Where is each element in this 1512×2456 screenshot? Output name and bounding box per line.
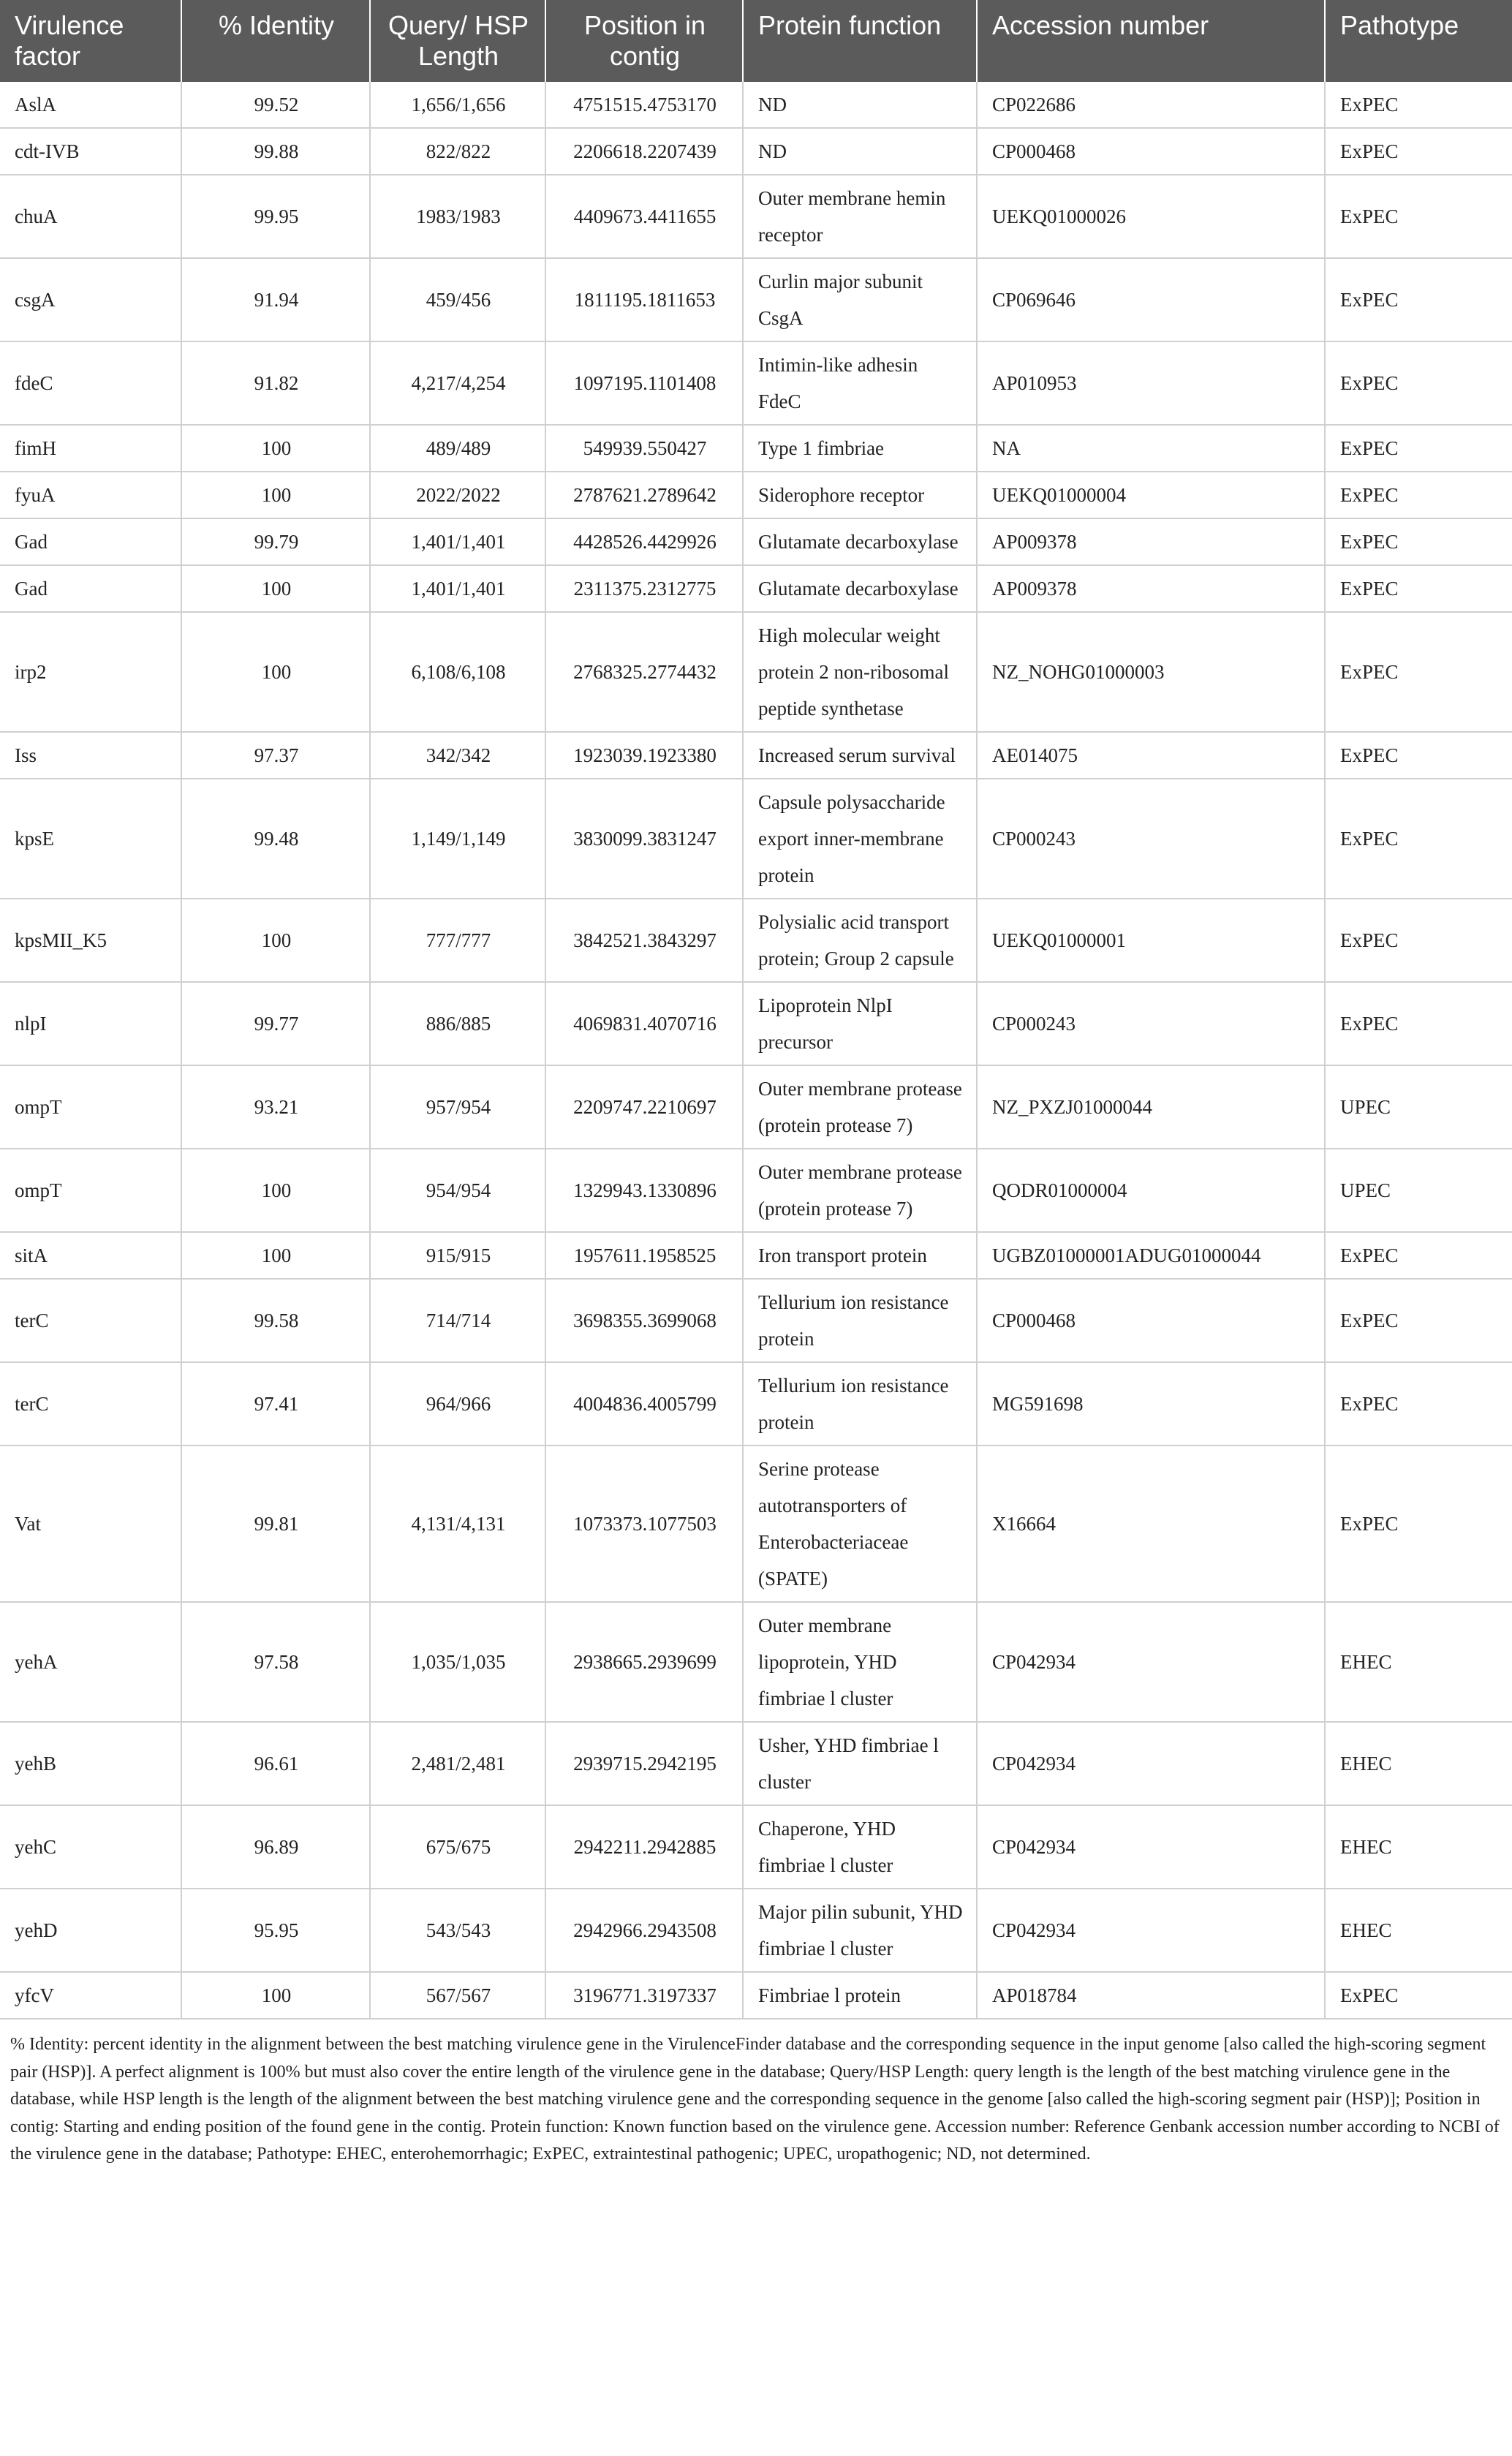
cell-accession-number: NZ_NOHG01000003 [977, 612, 1325, 732]
cell-identity: 93.21 [181, 1065, 370, 1149]
cell-identity: 97.58 [181, 1602, 370, 1722]
cell-query-hsp-length: 1,656/1,656 [370, 82, 545, 128]
cell-position-in-contig: 2209747.2210697 [545, 1065, 743, 1149]
cell-pathotype: ExPEC [1325, 341, 1512, 425]
cell-virulence-factor: ompT [0, 1065, 181, 1149]
table-row [0, 899, 1512, 982]
table-row [0, 128, 1512, 175]
cell-virulence-factor: ompT [0, 1149, 181, 1232]
cell-query-hsp-length: 954/954 [370, 1149, 545, 1232]
cell-pathotype: ExPEC [1325, 565, 1512, 612]
cell-pathotype: ExPEC [1325, 472, 1512, 518]
cell-identity: 99.77 [181, 982, 370, 1065]
cell-protein-function: High molecular weight protein 2 non-ribosomal peptide synthetase [743, 612, 977, 732]
table-row [0, 425, 1512, 472]
cell-query-hsp-length: 2,481/2,481 [370, 1722, 545, 1805]
cell-query-hsp-length: 675/675 [370, 1805, 545, 1889]
table-row [0, 732, 1512, 779]
cell-virulence-factor: Vat [0, 1446, 181, 1602]
cell-accession-number: MG591698 [977, 1362, 1325, 1446]
header-virulence-factor: Virulence factor [0, 0, 181, 82]
cell-position-in-contig: 2206618.2207439 [545, 128, 743, 175]
cell-accession-number: CP000468 [977, 1279, 1325, 1362]
cell-identity: 95.95 [181, 1889, 370, 1972]
cell-accession-number: CP000243 [977, 779, 1325, 899]
cell-pathotype: ExPEC [1325, 425, 1512, 472]
header-accession-number: Accession number [977, 0, 1325, 82]
cell-virulence-factor: csgA [0, 258, 181, 341]
header-identity: % Identity [181, 0, 370, 82]
cell-pathotype: EHEC [1325, 1602, 1512, 1722]
cell-protein-function: Curlin major subunit CsgA [743, 258, 977, 341]
cell-pathotype: ExPEC [1325, 1972, 1512, 2019]
table-row [0, 612, 1512, 732]
table-row [0, 982, 1512, 1065]
table-row [0, 1889, 1512, 1972]
cell-protein-function: Outer membrane lipoprotein, YHD fimbriae l cluster [743, 1602, 977, 1722]
cell-query-hsp-length: 714/714 [370, 1279, 545, 1362]
cell-accession-number: CP042934 [977, 1805, 1325, 1889]
cell-query-hsp-length: 886/885 [370, 982, 545, 1065]
cell-identity: 91.82 [181, 341, 370, 425]
cell-pathotype: ExPEC [1325, 982, 1512, 1065]
cell-virulence-factor: nlpI [0, 982, 181, 1065]
cell-virulence-factor: yehB [0, 1722, 181, 1805]
cell-accession-number: AE014075 [977, 732, 1325, 779]
table-row [0, 1232, 1512, 1279]
cell-query-hsp-length: 543/543 [370, 1889, 545, 1972]
cell-query-hsp-length: 2022/2022 [370, 472, 545, 518]
cell-accession-number: CP022686 [977, 82, 1325, 128]
cell-accession-number: CP069646 [977, 258, 1325, 341]
cell-accession-number: AP009378 [977, 565, 1325, 612]
cell-identity: 96.61 [181, 1722, 370, 1805]
cell-query-hsp-length: 567/567 [370, 1972, 545, 2019]
cell-pathotype: ExPEC [1325, 82, 1512, 128]
cell-position-in-contig: 1923039.1923380 [545, 732, 743, 779]
table-row [0, 1805, 1512, 1889]
cell-position-in-contig: 3842521.3843297 [545, 899, 743, 982]
cell-position-in-contig: 4069831.4070716 [545, 982, 743, 1065]
table-row [0, 1972, 1512, 2019]
table-row [0, 1602, 1512, 1722]
cell-protein-function: Type 1 fimbriae [743, 425, 977, 472]
cell-accession-number: QODR01000004 [977, 1149, 1325, 1232]
cell-query-hsp-length: 4,217/4,254 [370, 341, 545, 425]
cell-identity: 96.89 [181, 1805, 370, 1889]
cell-pathotype: ExPEC [1325, 779, 1512, 899]
cell-accession-number: AP010953 [977, 341, 1325, 425]
table-row [0, 1722, 1512, 1805]
cell-query-hsp-length: 1,401/1,401 [370, 518, 545, 565]
table-row [0, 1446, 1512, 1602]
cell-position-in-contig: 4004836.4005799 [545, 1362, 743, 1446]
cell-query-hsp-length: 1983/1983 [370, 175, 545, 258]
cell-pathotype: ExPEC [1325, 258, 1512, 341]
cell-identity: 97.37 [181, 732, 370, 779]
cell-pathotype: ExPEC [1325, 899, 1512, 982]
cell-query-hsp-length: 957/954 [370, 1065, 545, 1149]
cell-query-hsp-length: 4,131/4,131 [370, 1446, 545, 1602]
cell-protein-function: Outer membrane protease (protein protease 7) [743, 1149, 977, 1232]
cell-protein-function: Glutamate decarboxylase [743, 565, 977, 612]
cell-query-hsp-length: 489/489 [370, 425, 545, 472]
cell-protein-function: Tellurium ion resistance protein [743, 1279, 977, 1362]
cell-identity: 91.94 [181, 258, 370, 341]
cell-protein-function: Increased serum survival [743, 732, 977, 779]
cell-virulence-factor: terC [0, 1362, 181, 1446]
table-row [0, 1362, 1512, 1446]
cell-pathotype: ExPEC [1325, 732, 1512, 779]
cell-protein-function: Intimin-like adhesin FdeC [743, 341, 977, 425]
cell-identity: 99.95 [181, 175, 370, 258]
cell-pathotype: EHEC [1325, 1805, 1512, 1889]
header-row [0, 0, 1512, 82]
cell-pathotype: ExPEC [1325, 128, 1512, 175]
cell-virulence-factor: fdeC [0, 341, 181, 425]
cell-virulence-factor: yehD [0, 1889, 181, 1972]
table-footnote: % Identity: percent identity in the alignment between the best matching virulence gene in the VirulenceFinder database and the corresponding sequence in the input genome [also called the high-scoring segment pair (HSP)]. A perfect alignment is 100% but must also cover the entire length of the virulence gene in the database; Query/HSP Length: query length is the length of the best matching virulence gene in the database, while HSP length is the length of the alignment between the best matching virulence gene and the corresponding sequence in the genome [also called the high-scoring segment pair (HSP)]; Position in contig: Starting and ending position of the found gene in the contig. Protein function: Known function based on the virulence gene. Accession number: Reference Genbank accession number according to NCBI of the virulence gene in the database; Pathotype: EHEC, enterohemorrhagic; ExPEC, extraintestinal pathogenic; UPEC, uropathogenic; ND, not determined. [10, 2035, 1500, 2164]
cell-accession-number: UEKQ01000026 [977, 175, 1325, 258]
cell-accession-number: UEKQ01000001 [977, 899, 1325, 982]
cell-position-in-contig: 4409673.4411655 [545, 175, 743, 258]
cell-position-in-contig: 4751515.4753170 [545, 82, 743, 128]
cell-identity: 100 [181, 425, 370, 472]
table-row [0, 1279, 1512, 1362]
cell-virulence-factor: sitA [0, 1232, 181, 1279]
cell-identity: 99.52 [181, 82, 370, 128]
cell-protein-function: Glutamate decarboxylase [743, 518, 977, 565]
cell-pathotype: UPEC [1325, 1149, 1512, 1232]
cell-pathotype: UPEC [1325, 1065, 1512, 1149]
cell-position-in-contig: 2311375.2312775 [545, 565, 743, 612]
cell-position-in-contig: 4428526.4429926 [545, 518, 743, 565]
cell-protein-function: Lipoprotein NlpI precursor [743, 982, 977, 1065]
cell-pathotype: ExPEC [1325, 1232, 1512, 1279]
cell-position-in-contig: 1957611.1958525 [545, 1232, 743, 1279]
table-header [0, 0, 1512, 82]
cell-virulence-factor: AslA [0, 82, 181, 128]
cell-position-in-contig: 2942211.2942885 [545, 1805, 743, 1889]
cell-query-hsp-length: 915/915 [370, 1232, 545, 1279]
cell-query-hsp-length: 459/456 [370, 258, 545, 341]
table-row [0, 518, 1512, 565]
cell-position-in-contig: 1097195.1101408 [545, 341, 743, 425]
cell-accession-number: NA [977, 425, 1325, 472]
table-row [0, 472, 1512, 518]
cell-protein-function: Siderophore receptor [743, 472, 977, 518]
cell-position-in-contig: 1811195.1811653 [545, 258, 743, 341]
cell-virulence-factor: terC [0, 1279, 181, 1362]
cell-virulence-factor: yehC [0, 1805, 181, 1889]
cell-accession-number: CP042934 [977, 1722, 1325, 1805]
cell-pathotype: EHEC [1325, 1722, 1512, 1805]
cell-accession-number: UGBZ01000001ADUG01000044 [977, 1232, 1325, 1279]
cell-virulence-factor: fimH [0, 425, 181, 472]
cell-identity: 99.58 [181, 1279, 370, 1362]
header-protein-function: Protein function [743, 0, 977, 82]
cell-query-hsp-length: 1,401/1,401 [370, 565, 545, 612]
cell-virulence-factor: yehA [0, 1602, 181, 1722]
cell-virulence-factor: irp2 [0, 612, 181, 732]
cell-identity: 99.88 [181, 128, 370, 175]
cell-virulence-factor: kpsMII_K5 [0, 899, 181, 982]
cell-position-in-contig: 3698355.3699068 [545, 1279, 743, 1362]
cell-position-in-contig: 2939715.2942195 [545, 1722, 743, 1805]
cell-position-in-contig: 3196771.3197337 [545, 1972, 743, 2019]
cell-accession-number: CP042934 [977, 1889, 1325, 1972]
cell-accession-number: UEKQ01000004 [977, 472, 1325, 518]
cell-accession-number: AP018784 [977, 1972, 1325, 2019]
cell-protein-function: Polysialic acid transport protein; Group 2 capsule [743, 899, 977, 982]
cell-accession-number: CP042934 [977, 1602, 1325, 1722]
cell-pathotype: ExPEC [1325, 1279, 1512, 1362]
cell-identity: 97.41 [181, 1362, 370, 1446]
cell-position-in-contig: 1073373.1077503 [545, 1446, 743, 1602]
cell-virulence-factor: fyuA [0, 472, 181, 518]
cell-query-hsp-length: 342/342 [370, 732, 545, 779]
cell-identity: 99.48 [181, 779, 370, 899]
cell-protein-function: ND [743, 128, 977, 175]
cell-pathotype: ExPEC [1325, 612, 1512, 732]
cell-position-in-contig: 3830099.3831247 [545, 779, 743, 899]
cell-protein-function: Usher, YHD fimbriae l cluster [743, 1722, 977, 1805]
cell-protein-function: Fimbriae l protein [743, 1972, 977, 2019]
cell-identity: 100 [181, 612, 370, 732]
table-row [0, 1065, 1512, 1149]
table-row [0, 175, 1512, 258]
cell-virulence-factor: kpsE [0, 779, 181, 899]
cell-query-hsp-length: 6,108/6,108 [370, 612, 545, 732]
cell-query-hsp-length: 1,149/1,149 [370, 779, 545, 899]
cell-query-hsp-length: 822/822 [370, 128, 545, 175]
table-row [0, 341, 1512, 425]
cell-identity: 100 [181, 565, 370, 612]
cell-protein-function: Chaperone, YHD fimbriae l cluster [743, 1805, 977, 1889]
cell-accession-number: CP000243 [977, 982, 1325, 1065]
cell-position-in-contig: 2768325.2774432 [545, 612, 743, 732]
cell-query-hsp-length: 777/777 [370, 899, 545, 982]
cell-virulence-factor: Iss [0, 732, 181, 779]
table-row [0, 779, 1512, 899]
cell-identity: 100 [181, 1232, 370, 1279]
cell-pathotype: EHEC [1325, 1889, 1512, 1972]
cell-pathotype: ExPEC [1325, 175, 1512, 258]
table-row [0, 1149, 1512, 1232]
cell-protein-function: Tellurium ion resistance protein [743, 1362, 977, 1446]
cell-protein-function: Iron transport protein [743, 1232, 977, 1279]
cell-virulence-factor: yfcV [0, 1972, 181, 2019]
header-query-hsp-length: Query/ HSP Length [370, 0, 545, 82]
cell-virulence-factor: Gad [0, 518, 181, 565]
cell-position-in-contig: 2787621.2789642 [545, 472, 743, 518]
cell-identity: 99.81 [181, 1446, 370, 1602]
cell-accession-number: CP000468 [977, 128, 1325, 175]
cell-identity: 99.79 [181, 518, 370, 565]
cell-virulence-factor: Gad [0, 565, 181, 612]
table-row [0, 565, 1512, 612]
table-body [0, 82, 1512, 2019]
cell-protein-function: Serine protease autotransporters of Enterobacteriaceae (SPATE) [743, 1446, 977, 1602]
cell-pathotype: ExPEC [1325, 1446, 1512, 1602]
cell-position-in-contig: 2942966.2943508 [545, 1889, 743, 1972]
cell-protein-function: Outer membrane protease (protein protease 7) [743, 1065, 977, 1149]
cell-protein-function: Capsule polysaccharide export inner-membrane protein [743, 779, 977, 899]
cell-pathotype: ExPEC [1325, 518, 1512, 565]
cell-accession-number: AP009378 [977, 518, 1325, 565]
cell-query-hsp-length: 1,035/1,035 [370, 1602, 545, 1722]
table-row [0, 258, 1512, 341]
cell-accession-number: X16664 [977, 1446, 1325, 1602]
cell-position-in-contig: 549939.550427 [545, 425, 743, 472]
cell-virulence-factor: cdt-IVB [0, 128, 181, 175]
cell-identity: 100 [181, 1972, 370, 2019]
cell-protein-function: ND [743, 82, 977, 128]
cell-accession-number: NZ_PXZJ01000044 [977, 1065, 1325, 1149]
cell-identity: 100 [181, 899, 370, 982]
cell-position-in-contig: 2938665.2939699 [545, 1602, 743, 1722]
cell-identity: 100 [181, 1149, 370, 1232]
header-pathotype: Pathotype [1325, 0, 1512, 82]
cell-position-in-contig: 1329943.1330896 [545, 1149, 743, 1232]
cell-pathotype: ExPEC [1325, 1362, 1512, 1446]
cell-protein-function: Major pilin subunit, YHD fimbriae l cluster [743, 1889, 977, 1972]
cell-virulence-factor: chuA [0, 175, 181, 258]
cell-protein-function: Outer membrane hemin receptor [743, 175, 977, 258]
cell-identity: 100 [181, 472, 370, 518]
cell-query-hsp-length: 964/966 [370, 1362, 545, 1446]
table-row [0, 82, 1512, 128]
header-position-in-contig: Position in contig [545, 0, 743, 82]
